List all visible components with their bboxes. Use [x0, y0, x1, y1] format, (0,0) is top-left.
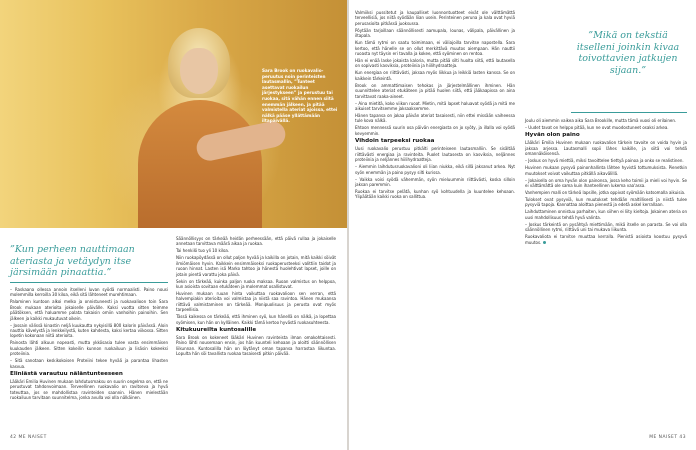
paragraph — [525, 234, 687, 245]
paragraph: Tulokset ovat pysyviä, kun muutokset tehdään maltillisesti ja niistä tulee pysyviä tapoja. Kannattaa aloittaa pienestä ja edetä askel kerrallaan. — [525, 197, 687, 208]
paragraph: Lääkäri Emilia Huvinen mukaan ruokavalion tärkein tavoite on voida hyvin ja jaksaa arjessa. Lautasmalli sopii lähes kaikille, ja siitä voi tehdä omannäköisensä. — [525, 140, 687, 157]
paragraph: Hänen tapansa on jakaa päivän ateriat tasaisesti, niin ettei missään vaiheessa tule kova nälkä. — [355, 113, 515, 124]
paragraph: Tai henkilö tuo yli 10 kiloa. — [176, 248, 230, 254]
paragraph: Sekin on tärkeää, kuinka paljon ruoka maksaa. Ruoan valmistus on helppoa, kun asioista sovitaan etukäteen ja molemmat osallistuvat. — [176, 278, 336, 290]
paragraph: – Aina mietitä, koko viikon ruoat. Mietin, mitä lapset haluavat syödä ja mitä me aikuiset tarvitsemme jaksaaksemme. — [355, 100, 515, 112]
paragraph: Tässä kaikessa on tärkeää, että ihminen syö, kun hänellä on nälkä, ja lopettaa syömisen, kun hän on kylläinen. Kaikki tämä kertoo hyvästä ruokasuhteesta. — [176, 314, 336, 325]
right-column-2 — [525, 118, 687, 247]
pull-quote-rule — [10, 282, 168, 283]
paragraph: Sara Brook on kokeneet lääkäri Huvinen ravinteista ilman omakohtaisesti. Paino lähti nousemaan ensin, jos hän kuunteli kehoaan ja aloitti säännöllisen liikunnan. Kuntosalilla hän on löytänyt oman tapansa harrastaa liikuntaa. Lopulta hän söi tavallista ruokaa tasaisesti pitkin päivää. — [176, 335, 336, 357]
paragraph: Vanhempien malli on tärkeä lapsille, jotka oppivat syömään katsomalla aikuisia. — [525, 190, 686, 196]
paragraph: Säännöllisyys on tärkeää heidän perheessään, että päivä rullaa ja jokaiselle annetaan tarvittava määrä aikaa ja ruokaa. — [176, 236, 336, 247]
right-page — [349, 0, 696, 450]
right-pull-quote: ”Mikä on tekstiä itselleni joinkin kivaa toivottavien jatkujen sijaan.” — [576, 30, 680, 76]
paragraph: Uusi ruokavalio perustuu pitkälti perinteiseen lautasmalliin. Se sisältää riittävästi energiaa ja ravinteita. Puolet lautasesta on kasviksia, neljännes proteiinia ja neljännes hiilihydraatteja. — [355, 146, 515, 163]
section-heading: Hyvän olon paino — [525, 132, 580, 139]
paragraph: Laihduttaminen onnistuu parhaiten, kun siihen ei liity kieltoja. Jokainen ateria on uusi mahdollisuus tehdä hyvä valinta. — [525, 209, 687, 220]
paragraph: Huvinen mukaan pysyvä painonhallinta lähtee hyvistä tottumuksista. Pienetkin muutokset voivat vaikuttaa pitkällä aikavälillä. — [525, 165, 687, 176]
section-heading: Vihdoin tarpeeksi ruokaa — [355, 138, 435, 145]
paragraph: – Sitä sanotaan keskikokoisen Proteiini tekee hyvää ja parantaa lihasten kasvua. — [10, 358, 168, 369]
paragraph: Valmiiksi pussitetut ja kaupalliset luonnontuotteet eivät ole välttämättä terveellisiä, jos niitä syödään liian usein. Perinteinen peruna ja kala ovat hyviä perusasioita pitkässä juoksussa. — [355, 10, 515, 26]
paragraph: Huvinen mukaan ruuan hinta vaikuttaa ruokavalioon sen verran, että halvempiakin aterioita voi valmistaa ja niistä saa ravintoa. Hänen mukaansa riittävä valmistaminen on tärkeää. Monipuolisuus ja perusta ovat myös tarpeellisia. — [176, 291, 336, 313]
paragraph: Ruokaa ei tarvitse pelätä, kunhan syö kohtuudella ja kuuntelee kehoaan. Ylipäätään kaikki ruoka on sallittua. — [355, 188, 515, 200]
pull-quote-rule — [571, 112, 687, 113]
closing-text: Ruokavaliota ei tarvitse muuttaa kerralla. Pienistä asioista koostuu pysyvä muutos. — [525, 234, 687, 245]
page-folio-right: ME NAISET 43 — [649, 435, 686, 440]
paragraph: – Vaikka voisi syödä vähemmän, syön mieluummin riittävästi, koska silloin jaksan paremmin. — [355, 176, 515, 187]
paragraph: Painosta lähti alkuun nopeasti, mutta ykkösasia tulee vasta ensimmäisen kuukauden jälkeen. Sitten kokeilin kunnon ruokailuun ja lisäsin kokeeksi proteiinia. — [10, 340, 168, 357]
paragraph: Lääkäri Emilia Huvinen mukaan lahdutusmaksu on suurin ongelma on, että ne perustuvat tahdonvoimaan. Terveellinen ruokavalio on ravitseva ja hyvä toteuttaa, jos se mahdollistaa ravinteiden saannin. Hänen mielestään ruokailuun tarvitaan suunnitelma, jonka avulla voi olla nälkäinen. — [10, 379, 168, 401]
section-heading: Eliniästä varautuu näläntunteeseen — [10, 371, 123, 378]
paragraph: – Jossain välissä kinastin neljä kuukautta nykyisillä 800 kalorin päivässä. Aloin nauttia kävelystä ja lenkkeilystä, kuten kahdesta, kaksi kertaa viikossa. Sitten lopetin kokonaan niitä aterioita. — [10, 322, 168, 339]
paragraph: – Aiemmin laihdutusruokavalioni oli liian niukka, eikä sillä jaksanut arkea. Nyt syön enemmän ja paino pysyy silti kurissa. — [355, 164, 515, 175]
paragraph: Brook on ammattimaisen tehokas ja järjestelmällinen ihminen. Hän suunnittelee ateriat etukäteen ja pitää huolen siitä, että jääkaapissa on aina tarvittavat raaka-aineet. — [355, 82, 515, 99]
end-mark-icon — [543, 241, 547, 245]
paragraph: Kun tämä rytmi on saatu toimimaan, ei väliajoilla tarvitse napostella. Sara kertoo, että hänelle se on ollut merkittävä muutos aiempaan. Hän nauttii ruoasta nyt täysin eri tavalla ja kokee, että syöminen on rentoa. — [355, 40, 515, 57]
left-page — [0, 0, 347, 450]
paragraph: – Joskus on hyvä miettiä, miksi tavoittelee tiettyä painoa ja onko se realistinen. — [525, 158, 684, 164]
left-column-2 — [176, 236, 336, 358]
paragraph: – Raskaana ollessa annoin itselleni luvan syödä normaalisti. Paino nousi molemmilla kerroilla 30 kiloa, eikä sitä lähteneet murehtimaan. — [10, 287, 168, 298]
page-folio-left: 42 ME NAISET — [10, 435, 47, 440]
paragraph: – Uudet tavat on helppo pitää, kun ne ovat muodostuneet osaksi arkea. — [525, 125, 669, 130]
paragraph: – Jokaisella on oma hyvän olon painonsa, jossa keho toimii ja mieli voi hyvin. Se ei välttämättä ole sama kuin ihanteellinen lukema vaa'assa. — [525, 177, 687, 189]
left-pull-quote: ”Kun perheen nauttimaan ateriasta ja vetäydyn itse järsimään pinaattia.” — [10, 244, 135, 278]
paragraph: Kun energiaa on riittävästi, jaksaa myös liikkua ja leikkiä lasten kanssa. Se on kaikkein tärkeintä. — [355, 70, 515, 81]
right-column-1 — [355, 10, 515, 201]
left-column-1 — [10, 287, 168, 402]
photo-figure-torso — [138, 100, 262, 228]
paragraph: Hän ei enää laske jokaista kaloria, mutta pitää silti huolta siitä, että lautasella on sopivasti kasviksia, proteiinia ja hiilihydraatteja. — [355, 58, 515, 69]
paragraph: Pöytään tarjoillaan säännöllisesti aamupala, lounas, välipala, päivällinen ja iltapala. — [355, 27, 515, 39]
portrait-photo — [0, 0, 347, 228]
paragraph: – Joskus tärkeintä on pysähtyä miettimään, mikä itselle on parasta. Se voi olla säännöllinen rytmi, riittävä uni tai mukava liikunta. — [525, 221, 687, 233]
paragraph: Niin ruokapöydässä on ollut paljon hyvää ja kaikilla on jotain, mitä kaikki söivät ilmiömäisen hyvin. Kaikkein ensimmäiseksi ruokaperusteeksi valittiin taidot ja ruoan hinnat. Lasten isä Marko tahtoo ja hänestä huolehtivat lapset, joille on jotain pientä varattu joka päivä. — [176, 255, 336, 277]
paragraph: Ehtoon mennessä suurin osa päivän energiasta on jo syöty, ja illalla voi syödä kevyemmin. — [355, 125, 515, 136]
photo-caption: Sara Brook on ruokavalio-peruutus noin perinteisten lautasmallin, ”Tunteet asettavat ruokailun järjestykseen” ja perustuu tai ruokaa, sitä vähän ennen siitä enemmän jälkeen, ja pitää valmistella ateriat ajoissa, ettei nälkä pääse yllättämään iltapäivällä. — [262, 68, 338, 124]
paragraph: Palaminen kuntoon alkoi melko ja onnistuneesti ja ruokavalioon toin Sara Brook mukaan aterioita jokaiselle päivälle. Kaksi vuotta sitten teimme päätöksen, että haluamme palata takaisin omiin vanhoihin painoihin. Sen jälkeen ja kaikki mukautuvat oikein. — [10, 299, 168, 321]
paragraph: Joulu oli aiemmin vaikea aika Sara Brookille, mutta tämä vuosi oli erilainen. — [525, 118, 677, 123]
photo-figure-face — [180, 48, 218, 94]
section-heading: Kitukuureilta kuntosalille — [176, 327, 257, 334]
